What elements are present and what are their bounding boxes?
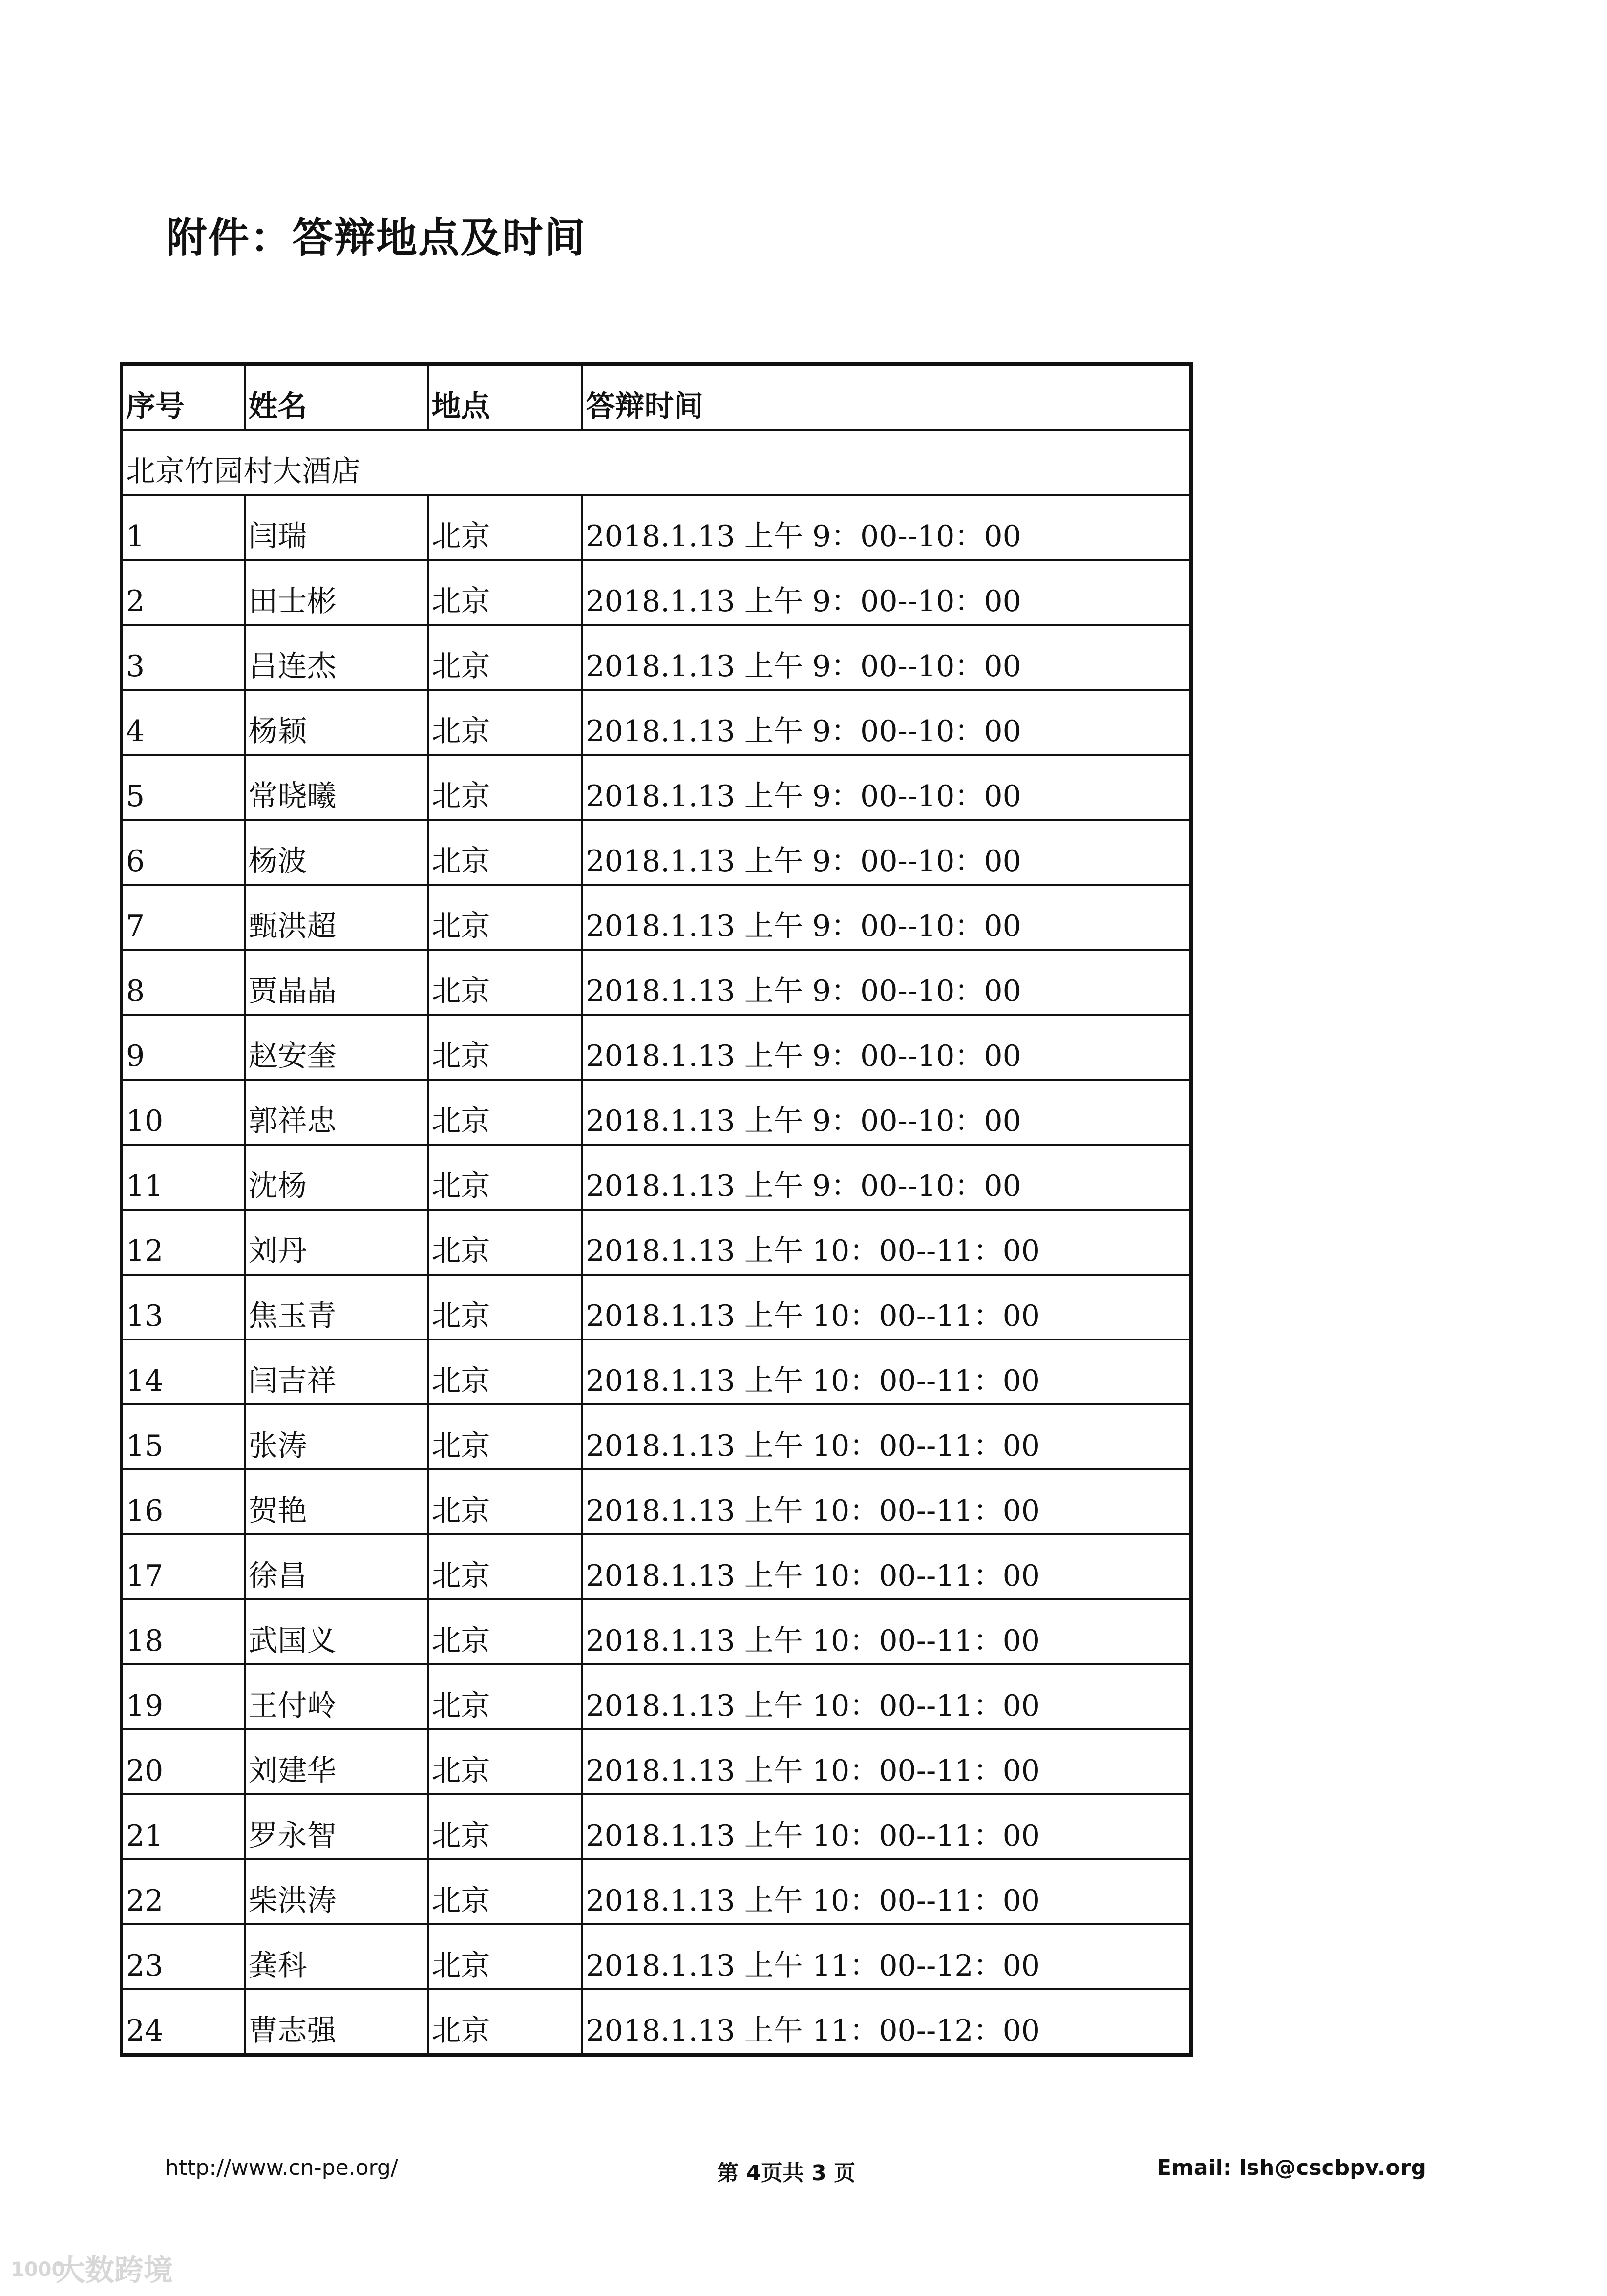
row-number: 15 bbox=[122, 1404, 245, 1469]
row-location: 北京 bbox=[428, 820, 582, 885]
row-number: 22 bbox=[122, 1859, 245, 1924]
footer-page-number: 第 4页共 3 页 bbox=[717, 2161, 856, 2186]
row-location: 北京 bbox=[428, 1599, 582, 1664]
row-name: 王付岭 bbox=[245, 1664, 428, 1729]
row-defense-time: 2018.1.13 上午 9：00--10：00 bbox=[582, 560, 1191, 625]
page-title: 附件：答辩地点及时间 bbox=[166, 214, 587, 262]
footer-email: Email: lsh@cscbpv.org bbox=[1157, 2155, 1426, 2180]
row-name: 焦玉青 bbox=[245, 1275, 428, 1339]
row-number: 9 bbox=[122, 1015, 245, 1080]
row-number: 13 bbox=[122, 1275, 245, 1339]
table-row bbox=[122, 1534, 1191, 1599]
row-name: 刘建华 bbox=[245, 1729, 428, 1794]
row-number: 8 bbox=[122, 950, 245, 1015]
row-name: 刘丹 bbox=[245, 1210, 428, 1275]
row-location: 北京 bbox=[428, 885, 582, 950]
row-number: 5 bbox=[122, 755, 245, 820]
schedule-table-container bbox=[120, 362, 1189, 2057]
row-location: 北京 bbox=[428, 560, 582, 625]
table-row bbox=[122, 495, 1191, 560]
row-number: 12 bbox=[122, 1210, 245, 1275]
header-number: 序号 bbox=[122, 364, 245, 430]
row-number: 17 bbox=[122, 1534, 245, 1599]
table-row bbox=[122, 690, 1191, 755]
row-location: 北京 bbox=[428, 1210, 582, 1275]
table-row bbox=[122, 1989, 1191, 2055]
row-defense-time: 2018.1.13 上午 9：00--10：00 bbox=[582, 755, 1191, 820]
row-name: 郭祥忠 bbox=[245, 1080, 428, 1145]
row-number: 11 bbox=[122, 1145, 245, 1210]
header-location: 地点 bbox=[428, 364, 582, 430]
row-name: 常晓曦 bbox=[245, 755, 428, 820]
table-row bbox=[122, 885, 1191, 950]
row-number: 24 bbox=[122, 1989, 245, 2055]
table-row bbox=[122, 625, 1191, 690]
row-name: 武国义 bbox=[245, 1599, 428, 1664]
row-number: 21 bbox=[122, 1794, 245, 1859]
section-label: 北京竹园村大酒店 bbox=[122, 430, 1191, 495]
table-row bbox=[122, 950, 1191, 1015]
row-defense-time: 2018.1.13 上午 11：00--12：00 bbox=[582, 1924, 1191, 1989]
row-defense-time: 2018.1.13 上午 10：00--11：00 bbox=[582, 1534, 1191, 1599]
table-row bbox=[122, 820, 1191, 885]
row-defense-time: 2018.1.13 上午 9：00--10：00 bbox=[582, 690, 1191, 755]
row-defense-time: 2018.1.13 上午 10：00--11：00 bbox=[582, 1664, 1191, 1729]
row-location: 北京 bbox=[428, 1275, 582, 1339]
row-defense-time: 2018.1.13 上午 10：00--11：00 bbox=[582, 1210, 1191, 1275]
table-row bbox=[122, 1015, 1191, 1080]
table-row bbox=[122, 1664, 1191, 1729]
watermark-logo-icon bbox=[11, 2254, 65, 2282]
row-name: 罗永智 bbox=[245, 1794, 428, 1859]
row-location: 北京 bbox=[428, 1924, 582, 1989]
row-name: 曹志强 bbox=[245, 1989, 428, 2055]
row-defense-time: 2018.1.13 上午 9：00--10：00 bbox=[582, 495, 1191, 560]
svg-text:1000: 1000 bbox=[11, 2258, 65, 2281]
row-location: 北京 bbox=[428, 625, 582, 690]
row-defense-time: 2018.1.13 上午 11：00--12：00 bbox=[582, 1989, 1191, 2055]
table-row bbox=[122, 1729, 1191, 1794]
header-defense-time: 答辩时间 bbox=[582, 364, 1191, 430]
table-row bbox=[122, 1339, 1191, 1404]
watermark bbox=[11, 2247, 173, 2289]
row-name: 贺艳 bbox=[245, 1469, 428, 1534]
row-location: 北京 bbox=[428, 1859, 582, 1924]
row-location: 北京 bbox=[428, 1080, 582, 1145]
row-defense-time: 2018.1.13 上午 9：00--10：00 bbox=[582, 1015, 1191, 1080]
row-defense-time: 2018.1.13 上午 10：00--11：00 bbox=[582, 1404, 1191, 1469]
row-defense-time: 2018.1.13 上午 9：00--10：00 bbox=[582, 885, 1191, 950]
row-defense-time: 2018.1.13 上午 9：00--10：00 bbox=[582, 1080, 1191, 1145]
row-number: 3 bbox=[122, 625, 245, 690]
row-location: 北京 bbox=[428, 1729, 582, 1794]
table-body bbox=[122, 430, 1191, 2055]
row-number: 20 bbox=[122, 1729, 245, 1794]
row-location: 北京 bbox=[428, 755, 582, 820]
row-location: 北京 bbox=[428, 1469, 582, 1534]
row-defense-time: 2018.1.13 上午 10：00--11：00 bbox=[582, 1859, 1191, 1924]
row-name: 田士彬 bbox=[245, 560, 428, 625]
row-name: 闫瑞 bbox=[245, 495, 428, 560]
row-location: 北京 bbox=[428, 1404, 582, 1469]
row-name: 赵安奎 bbox=[245, 1015, 428, 1080]
table-row bbox=[122, 1794, 1191, 1859]
table-row bbox=[122, 1210, 1191, 1275]
table-header-row bbox=[122, 364, 1191, 430]
row-number: 10 bbox=[122, 1080, 245, 1145]
row-defense-time: 2018.1.13 上午 10：00--11：00 bbox=[582, 1599, 1191, 1664]
footer-url: http://www.cn-pe.org/ bbox=[165, 2155, 398, 2180]
row-number: 19 bbox=[122, 1664, 245, 1729]
row-location: 北京 bbox=[428, 690, 582, 755]
table-row bbox=[122, 1145, 1191, 1210]
row-number: 16 bbox=[122, 1469, 245, 1534]
row-name: 闫吉祥 bbox=[245, 1339, 428, 1404]
table-row bbox=[122, 1599, 1191, 1664]
row-name: 杨颖 bbox=[245, 690, 428, 755]
row-location: 北京 bbox=[428, 495, 582, 560]
row-number: 23 bbox=[122, 1924, 245, 1989]
defense-schedule-table bbox=[120, 362, 1193, 2057]
row-number: 2 bbox=[122, 560, 245, 625]
row-location: 北京 bbox=[428, 1015, 582, 1080]
row-name: 贾晶晶 bbox=[245, 950, 428, 1015]
row-defense-time: 2018.1.13 上午 10：00--11：00 bbox=[582, 1794, 1191, 1859]
row-number: 1 bbox=[122, 495, 245, 560]
row-name: 张涛 bbox=[245, 1404, 428, 1469]
row-name: 柴洪涛 bbox=[245, 1859, 428, 1924]
table-row bbox=[122, 1859, 1191, 1924]
row-defense-time: 2018.1.13 上午 10：00--11：00 bbox=[582, 1339, 1191, 1404]
header-name: 姓名 bbox=[245, 364, 428, 430]
row-location: 北京 bbox=[428, 1989, 582, 2055]
table-row bbox=[122, 1469, 1191, 1534]
row-number: 14 bbox=[122, 1339, 245, 1404]
row-name: 沈杨 bbox=[245, 1145, 428, 1210]
row-name: 甄洪超 bbox=[245, 885, 428, 950]
table-row bbox=[122, 1404, 1191, 1469]
table-row bbox=[122, 1924, 1191, 1989]
row-number: 18 bbox=[122, 1599, 245, 1664]
row-name: 徐昌 bbox=[245, 1534, 428, 1599]
row-defense-time: 2018.1.13 上午 10：00--11：00 bbox=[582, 1275, 1191, 1339]
row-location: 北京 bbox=[428, 1145, 582, 1210]
table-row bbox=[122, 560, 1191, 625]
row-name: 吕连杰 bbox=[245, 625, 428, 690]
row-location: 北京 bbox=[428, 1664, 582, 1729]
row-location: 北京 bbox=[428, 1794, 582, 1859]
row-defense-time: 2018.1.13 上午 9：00--10：00 bbox=[582, 1145, 1191, 1210]
row-defense-time: 2018.1.13 上午 9：00--10：00 bbox=[582, 950, 1191, 1015]
watermark-text: 大数跨境 bbox=[56, 2253, 173, 2288]
row-defense-time: 2018.1.13 上午 9：00--10：00 bbox=[582, 820, 1191, 885]
row-name: 杨波 bbox=[245, 820, 428, 885]
row-location: 北京 bbox=[428, 1339, 582, 1404]
row-number: 4 bbox=[122, 690, 245, 755]
row-name: 龚科 bbox=[245, 1924, 428, 1989]
row-number: 7 bbox=[122, 885, 245, 950]
row-defense-time: 2018.1.13 上午 10：00--11：00 bbox=[582, 1469, 1191, 1534]
row-defense-time: 2018.1.13 上午 10：00--11：00 bbox=[582, 1729, 1191, 1794]
table-row bbox=[122, 1080, 1191, 1145]
row-defense-time: 2018.1.13 上午 9：00--10：00 bbox=[582, 625, 1191, 690]
row-location: 北京 bbox=[428, 950, 582, 1015]
row-location: 北京 bbox=[428, 1534, 582, 1599]
table-row bbox=[122, 755, 1191, 820]
row-number: 6 bbox=[122, 820, 245, 885]
table-row bbox=[122, 1275, 1191, 1339]
section-row bbox=[122, 430, 1191, 495]
